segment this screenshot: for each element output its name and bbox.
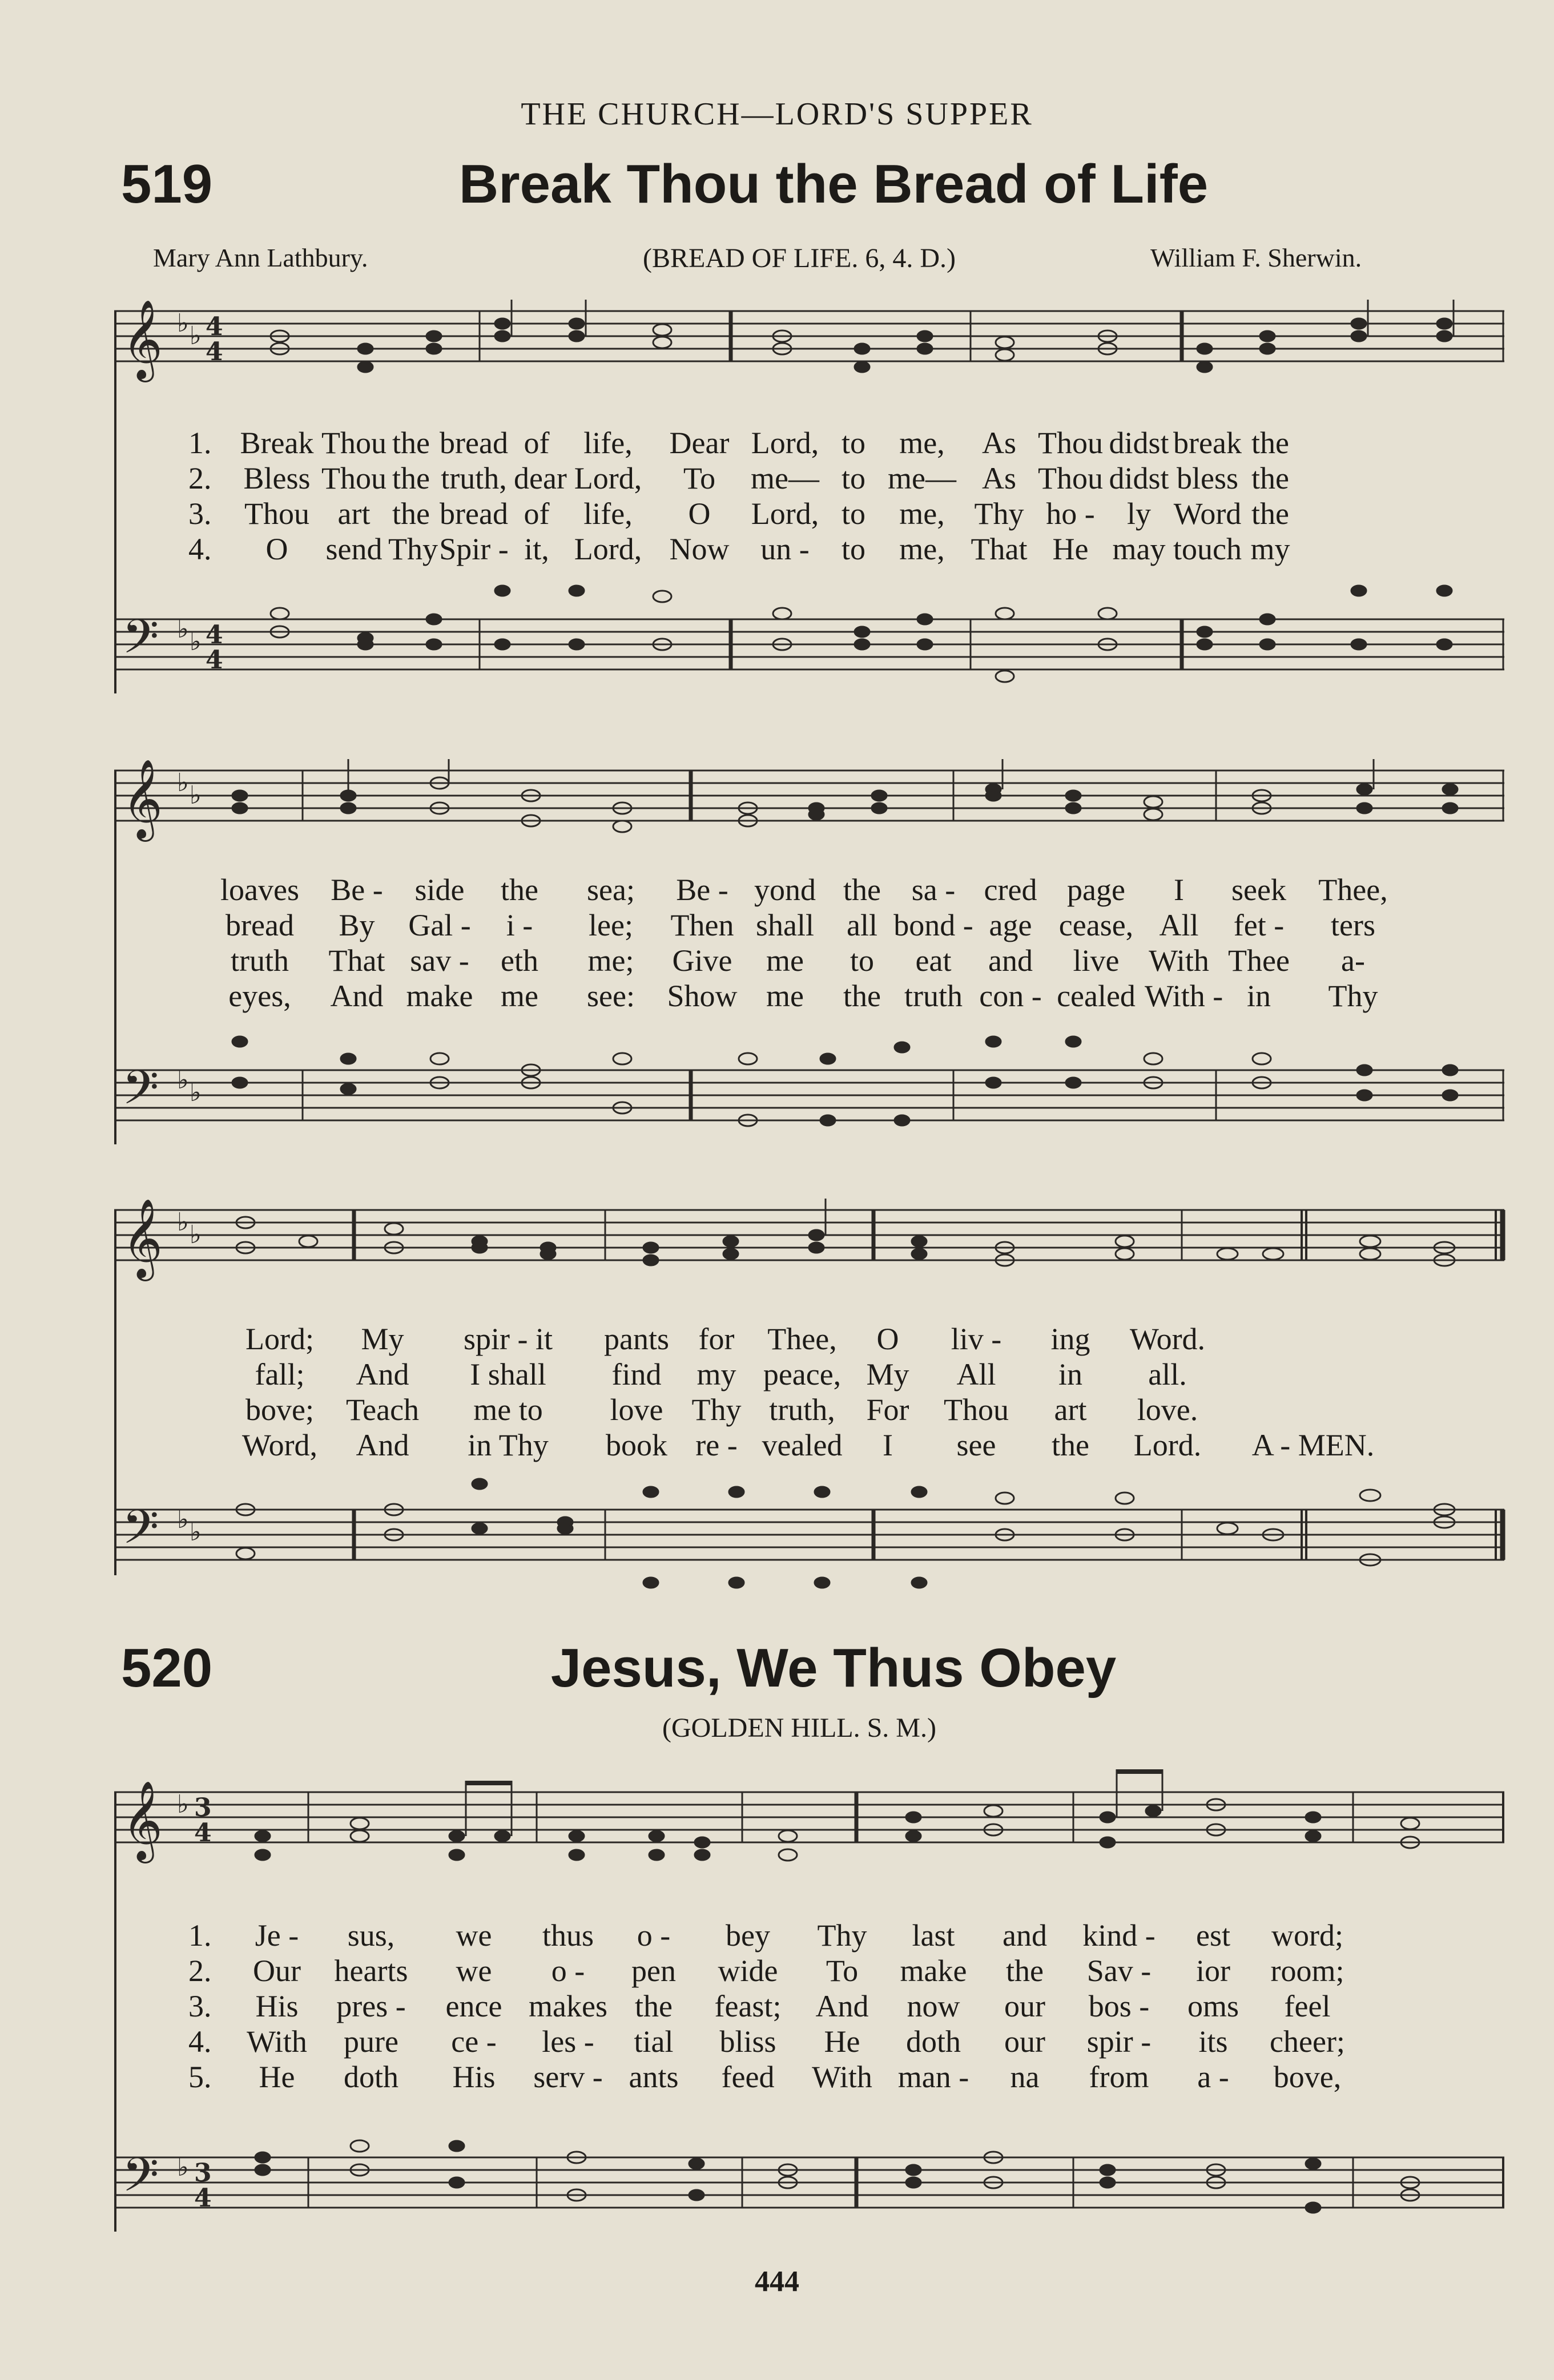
svg-text:4: 4 [206,620,223,650]
svg-text:𝄢: 𝄢 [122,1499,159,1566]
svg-text:𝄞: 𝄞 [122,759,163,838]
section-title: THE CHURCH—LORD'S SUPPER [521,96,1033,132]
lyric-line-verse-4: 4. O send Thy Spir - it, Lord, Now un - to me, That He may touch my [188,532,1290,566]
hymn519-system3-lyrics [223,1321,1536,1463]
svg-text:♭: ♭ [177,1208,189,1237]
svg-text:♭: ♭ [177,615,189,644]
svg-text:♭: ♭ [177,1790,189,1819]
hymn-number-519: 519 [121,154,213,215]
hymn-title-520: Jesus, We Thus Obey [550,1637,1117,1699]
lyric-line-verse-1: Lord; My spir - it pants for Thee, O liv - ing Word. [245,1322,1206,1356]
svg-text:♭: ♭ [190,1220,202,1249]
svg-text:3: 3 [194,2159,212,2188]
svg-text:4: 4 [206,646,223,675]
hymn519-system1-lyrics [188,425,1501,567]
lyric-line-verse-1: 1. Je - sus, we thus o - bey Thy last and kind - est word; [188,1918,1343,1953]
svg-text:𝄢: 𝄢 [122,609,159,676]
lyric-line-verse-4: Word, And in Thy book re - vealed I see the Lord. A - MEN. [241,1428,1375,1462]
hymn-number-520: 520 [121,1637,213,1699]
svg-text:𝄞: 𝄞 [122,300,163,379]
svg-text:♭: ♭ [177,1066,189,1095]
svg-text:♭: ♭ [177,768,189,797]
svg-text:♭: ♭ [177,309,189,338]
svg-text:♭: ♭ [190,781,202,810]
svg-text:4: 4 [194,1818,212,1847]
svg-text:3: 3 [194,1793,212,1822]
lyric-line-verse-1: 1. Break Thou the bread of life, Dear Lord, to me, As Thou didst break the [188,426,1289,460]
svg-text:4: 4 [194,2184,212,2213]
svg-text:4: 4 [206,337,223,366]
hymn-title-519: Break Thou the Bread of Life [458,154,1209,215]
lyric-line-verse-2: bread By Gal - i - lee; Then shall all bond - age cease, All fet - ters [226,908,1375,942]
lyric-line-verse-2: fall; And I shall find my peace, My All in all. [255,1357,1187,1391]
page-number: 444 [755,2265,799,2298]
lyric-line-verse-3: 3. His pres - ence makes the feast; And now our bos - oms feel [188,1989,1331,2023]
svg-text:♭: ♭ [190,1078,202,1107]
lyric-line-verse-2: 2. Bless Thou the truth, dear Lord, To me— to me— As Thou didst bless the [188,461,1289,495]
hymn519-system2-lyrics [203,872,1516,1014]
svg-text:♭: ♭ [177,2153,189,2182]
lyric-line-verse-2: 2. Our hearts we o - pen wide To make the Sav - ior room; [188,1954,1344,1988]
svg-text:♭: ♭ [190,321,202,350]
lyric-line-verse-4: eyes, And make me see: Show me the truth con - cealed With - in Thy [228,979,1378,1013]
svg-text:♭: ♭ [190,1518,202,1547]
svg-text:𝄢: 𝄢 [122,2147,159,2214]
lyric-line-verse-3: 3. Thou art the bread of life, O Lord, to me, Thy ho - ly Word the [188,497,1289,531]
tune-name-519: (BREAD OF LIFE. 6, 4. D.) [643,243,956,273]
lyric-line-verse-1: loaves Be - side the sea; Be - yond the sa - cred page I seek Thee, [220,873,1388,907]
svg-text:♭: ♭ [190,627,202,656]
svg-text:𝄞: 𝄞 [122,1781,163,1860]
svg-text:𝄢: 𝄢 [122,1060,159,1127]
svg-text:4: 4 [206,312,223,341]
lyric-line-verse-4: 4. With pure ce - les - tial bliss He doth our spir - its cheer; [188,2024,1345,2059]
lyric-line-verse-3: truth That sav - eth me; Give me to eat and live With Thee a- [231,943,1365,978]
lyric-line-verse-3: bove; Teach me to love Thy truth, For Thou art love. [245,1393,1198,1427]
hymn520-lyrics [188,1918,1501,2095]
lyric-line-verse-5: 5. He doth His serv - ants feed With man - na from a - bove, [188,2060,1342,2094]
svg-text:𝄞: 𝄞 [122,1199,163,1278]
tune-name-520: (GOLDEN HILL. S. M.) [662,1713,936,1743]
author-credit: Mary Ann Lathbury. [153,243,368,272]
composer-credit: William F. Sherwin. [1150,243,1362,272]
svg-text:♭: ♭ [177,1505,189,1534]
